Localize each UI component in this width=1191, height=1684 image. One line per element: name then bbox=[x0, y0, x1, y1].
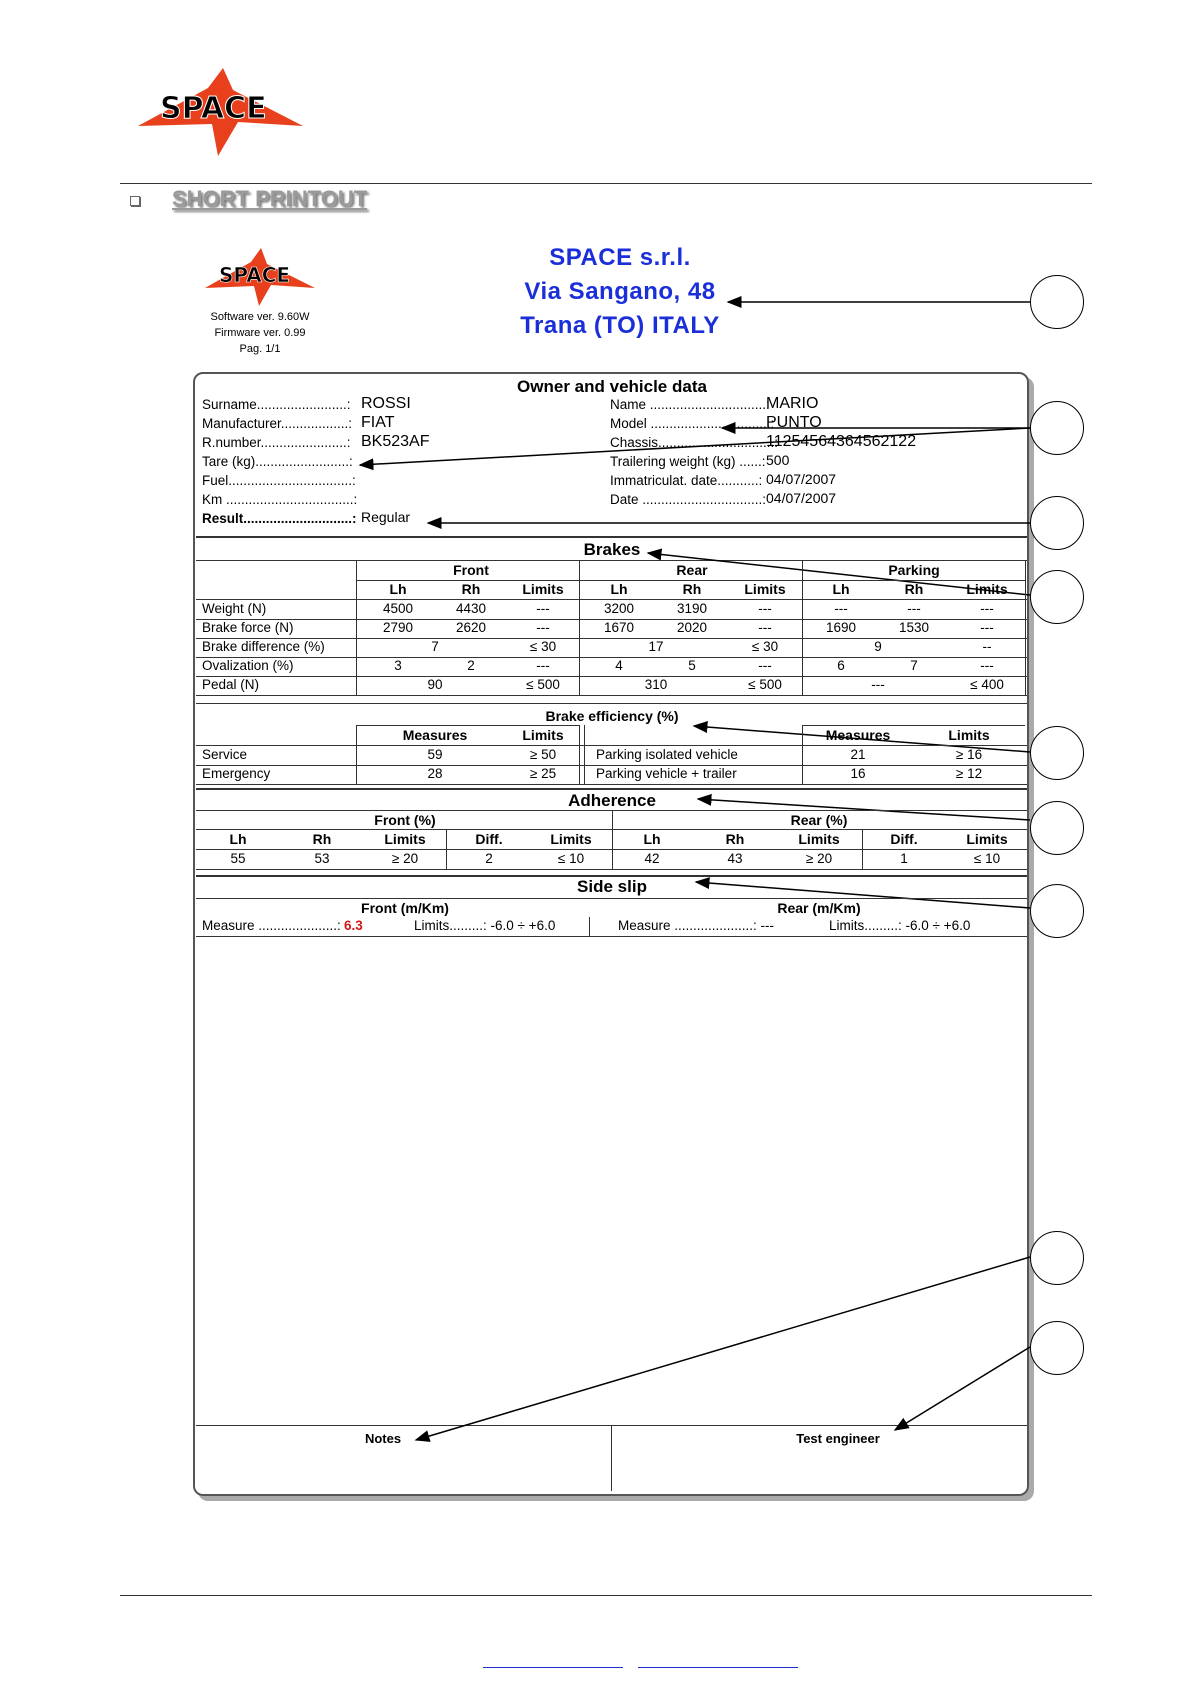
adherence-col-header: Limits bbox=[384, 831, 426, 847]
efficiency-cell: ≥ 12 bbox=[955, 766, 983, 781]
brakes-cell: ≤ 400 bbox=[970, 677, 1004, 692]
divider bbox=[356, 725, 579, 726]
sideslip-group-header: Front (m/Km) bbox=[361, 900, 449, 916]
owner-field-value: 04/07/2007 bbox=[766, 490, 837, 506]
owner-field-value: 04/07/2007 bbox=[766, 471, 837, 487]
efficiency-cell: 21 bbox=[850, 747, 866, 762]
owner-field-value: PUNTO bbox=[766, 414, 822, 431]
divider bbox=[196, 703, 1027, 704]
adherence-cell: ≤ 10 bbox=[557, 851, 585, 866]
divider bbox=[196, 936, 1027, 937]
efficiency-title: Brake efficiency (%) bbox=[545, 708, 679, 724]
efficiency-row-label: Service bbox=[202, 747, 248, 762]
owner-field-label: Immatriculat. date...........: bbox=[610, 473, 763, 488]
owner-field-label: Km ..................................: bbox=[202, 492, 358, 507]
divider bbox=[862, 829, 863, 869]
divider bbox=[589, 917, 590, 936]
brakes-col-header: Rh bbox=[461, 581, 481, 597]
brakes-cell: 1690 bbox=[825, 620, 857, 635]
brakes-cell: ≤ 500 bbox=[748, 677, 782, 692]
brakes-title: Brakes bbox=[583, 540, 641, 559]
divider bbox=[196, 898, 1027, 899]
brakes-cell: 17 bbox=[648, 639, 664, 654]
divider bbox=[196, 676, 1027, 677]
brakes-cell: 3200 bbox=[603, 601, 635, 616]
owner-field-value: BK523AF bbox=[361, 433, 430, 450]
brakes-col-header: Lh bbox=[610, 581, 628, 597]
brakes-cell: 7 bbox=[910, 658, 918, 673]
footer-link[interactable] bbox=[638, 1667, 798, 1668]
company-name: SPACE s.r.l. bbox=[549, 244, 691, 271]
efficiency-cell: 16 bbox=[850, 766, 866, 781]
brakes-cell: 6 bbox=[837, 658, 845, 673]
divider bbox=[196, 657, 1027, 658]
divider bbox=[579, 725, 580, 784]
adherence-cell: 2 bbox=[485, 851, 493, 866]
sideslip-label: Measure .....................: --- bbox=[618, 918, 775, 933]
divider bbox=[196, 869, 1027, 870]
brakes-cell: ≤ 30 bbox=[529, 639, 557, 654]
adherence-group-header: Front (%) bbox=[374, 812, 436, 828]
efficiency-col-header: Limits bbox=[948, 727, 990, 743]
brakes-cell: 1530 bbox=[898, 620, 930, 635]
footer-link[interactable] bbox=[483, 1667, 623, 1668]
brakes-col-header: Lh bbox=[389, 581, 407, 597]
adherence-cell: ≥ 20 bbox=[391, 851, 419, 866]
adherence-col-header: Diff. bbox=[475, 831, 503, 847]
divider bbox=[356, 560, 357, 696]
brakes-cell: 4500 bbox=[382, 601, 414, 616]
brakes-cell: 4 bbox=[615, 658, 623, 673]
sideslip-title: Side slip bbox=[577, 877, 647, 896]
brakes-cell: 90 bbox=[427, 677, 443, 692]
callout-circle bbox=[1030, 1321, 1084, 1375]
brakes-col-header: Limits bbox=[522, 581, 564, 597]
adherence-group-header: Rear (%) bbox=[790, 812, 848, 828]
efficiency-row-label: Parking vehicle + trailer bbox=[596, 766, 737, 781]
brakes-cell: 2020 bbox=[676, 620, 708, 635]
efficiency-cell: 59 bbox=[427, 747, 443, 762]
owner-field-label: Trailering weight (kg) ......: bbox=[610, 454, 766, 469]
engineer-label: Test engineer bbox=[796, 1431, 880, 1446]
callout-circle bbox=[1030, 570, 1084, 624]
adherence-cell: 42 bbox=[644, 851, 660, 866]
callout-circle bbox=[1030, 884, 1084, 938]
sideslip-front-value: 6.3 bbox=[344, 918, 363, 933]
divider bbox=[802, 725, 803, 784]
software-version: Software ver. 9.60W bbox=[210, 311, 310, 323]
brakes-col-header: Limits bbox=[966, 581, 1008, 597]
divider bbox=[196, 695, 1027, 696]
owner-field-value: 500 bbox=[766, 452, 790, 468]
divider bbox=[196, 784, 1027, 785]
adherence-col-header: Lh bbox=[229, 831, 247, 847]
owner-field-label: R.number.......................: bbox=[202, 435, 351, 450]
owner-field-value: MARIO bbox=[766, 395, 819, 412]
owner-field-value: 11254564364562122 bbox=[766, 433, 917, 450]
brakes-cell: ≤ 30 bbox=[751, 639, 779, 654]
owner-field-label: Model ................................: bbox=[610, 416, 775, 431]
brakes-cell: 2790 bbox=[382, 620, 414, 635]
divider bbox=[196, 788, 1027, 790]
brakes-cell: --- bbox=[871, 677, 885, 692]
owner-field-label: Name ...............................: bbox=[610, 397, 770, 412]
owner-field-label: Manufacturer..................: bbox=[202, 416, 353, 431]
owner-field-label: Tare (kg).........................: bbox=[202, 454, 353, 469]
adherence-cell: ≤ 10 bbox=[973, 851, 1001, 866]
divider bbox=[196, 745, 1027, 746]
brakes-cell: 2 bbox=[467, 658, 475, 673]
efficiency-row-label: Parking isolated vehicle bbox=[596, 747, 738, 762]
brakes-cell: 3 bbox=[394, 658, 402, 673]
brakes-cell: 4430 bbox=[455, 601, 487, 616]
brakes-col-header: Rh bbox=[682, 581, 702, 597]
sideslip-label: Measure .....................: bbox=[202, 918, 341, 933]
efficiency-row-label: Emergency bbox=[202, 766, 271, 781]
owner-field-label: Chassis...............................: bbox=[610, 435, 779, 450]
divider bbox=[446, 829, 447, 869]
brakes-cell: 1670 bbox=[603, 620, 635, 635]
owner-field-value: FIAT bbox=[361, 414, 395, 431]
owner-field-label: Fuel.................................: bbox=[202, 473, 356, 488]
adherence-cell: ≥ 20 bbox=[805, 851, 833, 866]
company-city: Trana (TO) ITALY bbox=[520, 312, 720, 339]
brakes-cell: 3190 bbox=[676, 601, 708, 616]
brakes-row-label: Brake difference (%) bbox=[202, 639, 325, 654]
brakes-col-header: Rh bbox=[904, 581, 924, 597]
sideslip-limits: Limits.........: -6.0 ÷ +6.0 bbox=[414, 918, 556, 933]
owner-field-label: Result.............................: bbox=[202, 511, 357, 526]
efficiency-cell: ≥ 25 bbox=[529, 766, 557, 781]
callout-circle bbox=[1030, 1231, 1084, 1285]
efficiency-col-header: Limits bbox=[522, 727, 564, 743]
company-address: Via Sangano, 48 bbox=[524, 278, 716, 305]
divider bbox=[356, 725, 357, 784]
brakes-cell: 5 bbox=[688, 658, 696, 673]
brakes-cell: --- bbox=[758, 601, 772, 616]
owner-field-value: Regular bbox=[361, 509, 411, 525]
owner-title: Owner and vehicle data bbox=[517, 377, 707, 396]
efficiency-col-header: Measures bbox=[402, 727, 468, 743]
adherence-col-header: Lh bbox=[643, 831, 661, 847]
brakes-cell: 7 bbox=[431, 639, 439, 654]
adherence-col-header: Rh bbox=[725, 831, 745, 847]
brakes-cell: --- bbox=[536, 658, 550, 673]
section-title: SHORT PRINTOUT bbox=[172, 186, 368, 211]
brakes-cell: --- bbox=[758, 658, 772, 673]
brakes-cell: --- bbox=[907, 601, 921, 616]
owner-field-label: Date ................................: bbox=[610, 492, 767, 507]
efficiency-cell: 28 bbox=[427, 766, 443, 781]
page-number: Pag. 1/1 bbox=[239, 343, 281, 355]
brakes-cell: 2620 bbox=[455, 620, 487, 635]
adherence-col-header: Limits bbox=[550, 831, 592, 847]
adherence-cell: 43 bbox=[727, 851, 743, 866]
brakes-cell: --- bbox=[834, 601, 848, 616]
divider bbox=[196, 599, 1027, 600]
adherence-col-header: Limits bbox=[966, 831, 1008, 847]
callout-circle bbox=[1030, 275, 1084, 329]
brakes-group-header: Rear bbox=[676, 562, 708, 578]
brakes-cell: 9 bbox=[874, 639, 882, 654]
brakes-cell: --- bbox=[536, 620, 550, 635]
sideslip-group-header: Rear (m/Km) bbox=[777, 900, 861, 916]
callout-circle bbox=[1030, 496, 1084, 550]
owner-field-value: ROSSI bbox=[361, 395, 411, 412]
brakes-group-header: Parking bbox=[888, 562, 940, 578]
owner-field-label: Surname........................: bbox=[202, 397, 351, 412]
callout-circle bbox=[1030, 401, 1084, 455]
adherence-col-header: Limits bbox=[798, 831, 840, 847]
brakes-col-header: Lh bbox=[832, 581, 850, 597]
brakes-row-label: Brake force (N) bbox=[202, 620, 294, 635]
efficiency-cell: ≥ 16 bbox=[955, 747, 983, 762]
brakes-cell: 310 bbox=[644, 677, 668, 692]
brakes-cell: -- bbox=[982, 639, 992, 654]
notes-label: Notes bbox=[364, 1431, 402, 1446]
brakes-col-header: Limits bbox=[744, 581, 786, 597]
efficiency-cell: ≥ 50 bbox=[529, 747, 557, 762]
brakes-cell: --- bbox=[758, 620, 772, 635]
brakes-cell: --- bbox=[536, 601, 550, 616]
divider bbox=[802, 725, 1025, 726]
brakes-cell: --- bbox=[980, 620, 994, 635]
printout-logo-text: SPACE bbox=[219, 263, 291, 287]
adherence-col-header: Diff. bbox=[890, 831, 918, 847]
callout-circle bbox=[1030, 726, 1084, 780]
brakes-cell: ≤ 500 bbox=[526, 677, 560, 692]
adherence-cell: 55 bbox=[230, 851, 246, 866]
divider bbox=[579, 560, 580, 696]
brakes-cell: --- bbox=[980, 658, 994, 673]
brakes-row-label: Ovalization (%) bbox=[202, 658, 294, 673]
divider bbox=[612, 810, 613, 869]
callout-circle bbox=[1030, 801, 1084, 855]
efficiency-col-header: Measures bbox=[825, 727, 891, 743]
brakes-row-label: Weight (N) bbox=[202, 601, 267, 616]
adherence-cell: 1 bbox=[900, 851, 908, 866]
adherence-cell: 53 bbox=[314, 851, 330, 866]
divider bbox=[1025, 560, 1026, 696]
firmware-version: Firmware ver. 0.99 bbox=[214, 327, 306, 339]
brakes-group-header: Front bbox=[453, 562, 489, 578]
brakes-row-label: Pedal (N) bbox=[202, 677, 260, 692]
adherence-title: Adherence bbox=[568, 791, 656, 810]
sideslip-limits: Limits.........: -6.0 ÷ +6.0 bbox=[829, 918, 971, 933]
divider bbox=[584, 725, 585, 784]
space-logo-text: SPACE bbox=[160, 91, 267, 126]
brakes-cell: --- bbox=[980, 601, 994, 616]
adherence-col-header: Rh bbox=[312, 831, 332, 847]
divider bbox=[802, 560, 803, 696]
